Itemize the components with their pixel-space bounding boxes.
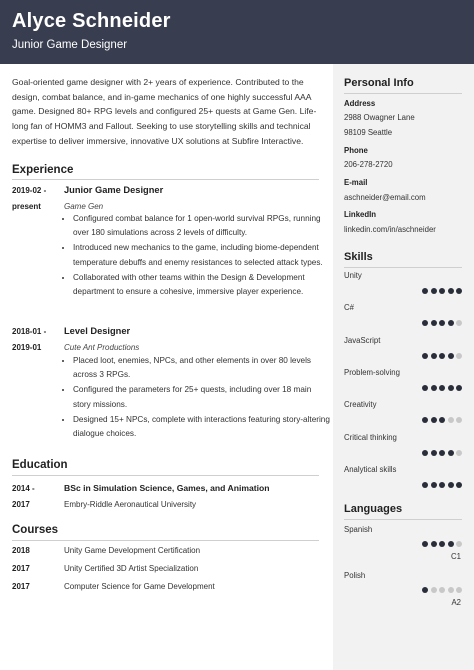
rating-dot-filled (448, 450, 454, 456)
job-date-start: 2019-02 - (12, 186, 47, 195)
job-title: Level Designer (64, 326, 131, 336)
address-line1: 2988 Owagner Lane (344, 113, 415, 122)
experience-heading: Experience (12, 164, 74, 176)
section-divider (344, 519, 462, 520)
list-item: • Configured combat balance for 1 open-world survival RPGs, running over 180 simulations across 2 levels of difficulty. (73, 212, 331, 240)
phone-value: 206-278-2720 (344, 160, 393, 169)
language-grade: C1 (451, 552, 461, 561)
phone-label: Phone (344, 146, 368, 155)
rating-dot-empty (456, 587, 462, 593)
course-name: Computer Science for Game Development (64, 582, 215, 591)
skill-name: C# (344, 303, 354, 313)
rating-dot-filled (422, 541, 428, 547)
courses-heading: Courses (12, 524, 59, 536)
skill-name: Critical thinking (344, 432, 397, 442)
course-name: Unity Certified 3D Artist Specialization (64, 564, 199, 573)
rating-dot-filled (448, 288, 454, 294)
rating-dot-filled (448, 482, 454, 488)
education-date-start: 2014 - (12, 484, 35, 493)
rating-dot-filled (431, 320, 437, 326)
rating-dot-filled (431, 541, 437, 547)
course-name: Unity Game Development Certification (64, 546, 201, 555)
rating-dot-filled (448, 353, 454, 359)
rating-dots (422, 385, 462, 391)
rating-dot-empty (439, 587, 445, 593)
address-line2: 98109 Seattle (344, 128, 393, 137)
section-divider (12, 540, 319, 541)
rating-dot-empty (448, 587, 454, 593)
rating-dot-filled (431, 450, 437, 456)
section-divider (344, 93, 462, 94)
rating-dot-empty (456, 450, 462, 456)
rating-dot-filled (439, 450, 445, 456)
rating-dot-filled (439, 288, 445, 294)
list-item: • Configured the parameters for 25+ quests, including over 18 main story missions. (73, 383, 331, 411)
rating-dot-filled (422, 288, 428, 294)
rating-dot-empty (456, 320, 462, 326)
job-title: Junior Game Designer (64, 185, 164, 195)
rating-dot-filled (439, 385, 445, 391)
skills-heading: Skills (344, 251, 373, 263)
resume-header (0, 0, 474, 64)
rating-dot-filled (431, 288, 437, 294)
job-company: Cute Ant Productions (64, 343, 140, 352)
rating-dot-filled (439, 353, 445, 359)
job-company: Game Gen (64, 202, 104, 211)
linkedin-link[interactable]: linkedin.com/in/aschneider (344, 225, 436, 234)
job-date-start: 2018-01 - (12, 327, 47, 336)
rating-dot-filled (448, 541, 454, 547)
summary-text: Goal-oriented game designer with 2+ years of experience. Contributed to the design, combat balance, and in-game mechanics of one highly successful AAA game. Designed 80+ RPG levels and configured 25+ quests at Game Gen. Life-long fan of HOMM3 and Fallout. Seeking to use storytelling skills and technical expertise to deliver immersive, innovative UX solutions at Subfire Interactive. (12, 77, 317, 146)
candidate-title: Junior Game Designer (12, 39, 128, 51)
rating-dot-filled (439, 482, 445, 488)
rating-dot-empty (456, 541, 462, 547)
education-date-end: 2017 (12, 500, 30, 509)
sidebar (333, 64, 474, 670)
course-year: 2017 (12, 582, 30, 591)
rating-dot-filled (448, 320, 454, 326)
rating-dots (422, 353, 462, 359)
rating-dot-filled (439, 320, 445, 326)
section-divider (344, 267, 462, 268)
rating-dot-filled (439, 541, 445, 547)
skill-name: JavaScript (344, 335, 381, 345)
list-item: • Placed loot, enemies, NPCs, and other elements in over 80 levels across 3 RPGs. (73, 354, 331, 382)
personal-info-heading: Personal Info (344, 77, 414, 89)
rating-dot-filled (431, 482, 437, 488)
rating-dot-filled (456, 288, 462, 294)
rating-dot-filled (422, 417, 428, 423)
job-bullets (64, 354, 331, 442)
language-grade: A2 (451, 598, 461, 607)
rating-dot-empty (456, 417, 462, 423)
rating-dot-empty (448, 417, 454, 423)
rating-dot-filled (431, 417, 437, 423)
course-year: 2017 (12, 564, 30, 573)
language-name: Polish (344, 571, 366, 580)
section-divider (12, 179, 319, 180)
candidate-name: Alyce Schneider (12, 10, 171, 32)
rating-dots (422, 482, 462, 488)
rating-dot-filled (422, 450, 428, 456)
job-date-end: present (12, 202, 41, 211)
main-column (0, 64, 333, 670)
education-heading: Education (12, 459, 68, 471)
rating-dot-filled (422, 482, 428, 488)
section-divider (12, 475, 319, 476)
education-school: Embry-Riddle Aeronautical University (64, 500, 197, 509)
list-item: • Collaborated with other teams within the Design & Development department to ensure a cohesive, immersive player experience. (73, 271, 331, 299)
skill-name: Analytical skills (344, 464, 397, 474)
rating-dots (422, 541, 462, 547)
rating-dot-filled (439, 417, 445, 423)
address-label: Address (344, 99, 376, 108)
linkedin-label: LinkedIn (344, 210, 377, 219)
rating-dots (422, 450, 462, 456)
rating-dots (422, 320, 462, 326)
list-item: • Designed 15+ NPCs, complete with interactions featuring story-altering dialogue choices. (73, 413, 331, 441)
rating-dot-filled (456, 482, 462, 488)
job-bullets (64, 212, 331, 300)
education-degree: BSc in Simulation Science, Games, and Animation (64, 483, 270, 493)
languages-heading: Languages (344, 503, 403, 515)
rating-dot-filled (431, 353, 437, 359)
course-year: 2018 (12, 546, 30, 555)
skill-name: Unity (344, 271, 362, 280)
rating-dot-filled (422, 385, 428, 391)
list-item: • Introduced new mechanics to the game, including biome-dependent temperature debuffs and enemy resistances to selected attack types. (73, 241, 331, 269)
rating-dot-empty (456, 353, 462, 359)
rating-dots (422, 417, 462, 423)
rating-dots (422, 288, 462, 294)
rating-dot-empty (431, 587, 437, 593)
email-link[interactable]: aschneider@email.com (344, 193, 426, 202)
rating-dot-filled (422, 353, 428, 359)
rating-dot-filled (431, 385, 437, 391)
rating-dot-filled (448, 385, 454, 391)
rating-dot-filled (456, 385, 462, 391)
rating-dot-filled (422, 587, 428, 593)
rating-dot-filled (422, 320, 428, 326)
skill-name: Problem-solving (344, 367, 400, 377)
job-date-end: 2019-01 (12, 343, 42, 352)
rating-dots (422, 587, 462, 593)
email-label: E-mail (344, 178, 368, 187)
skill-name: Creativity (344, 400, 377, 410)
language-name: Spanish (344, 525, 373, 534)
